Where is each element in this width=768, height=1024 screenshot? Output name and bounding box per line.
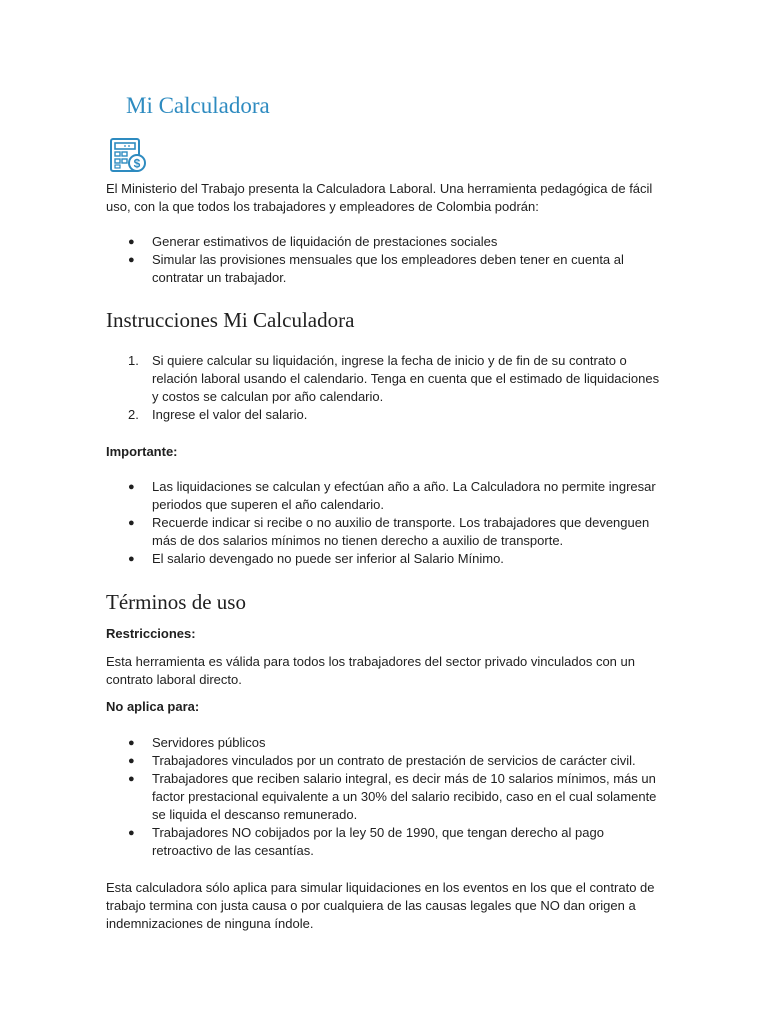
- list-item: [106, 514, 666, 550]
- svg-text:$: $: [133, 156, 141, 171]
- important-label: Importante:: [106, 444, 178, 459]
- bullet-icon: ●: [128, 773, 135, 785]
- list-item: [106, 251, 666, 287]
- page-title: Mi Calculadora: [126, 93, 270, 118]
- restrictions-label: Restricciones:: [106, 626, 196, 641]
- list-item-text: Ingrese el valor del salario.: [152, 407, 308, 422]
- step-number: 1.: [128, 353, 139, 368]
- list-item-text: Servidores públicos: [152, 735, 266, 750]
- not-applicable-list: [106, 734, 666, 860]
- bullet-icon: ●: [128, 517, 135, 529]
- list-item: [106, 406, 666, 424]
- step-number: 2.: [128, 407, 139, 422]
- important-list: [106, 478, 666, 568]
- calculator-money-icon: [108, 137, 148, 175]
- list-item: [106, 478, 666, 514]
- instructions-steps: [106, 352, 666, 424]
- bullet-icon: ●: [128, 737, 135, 749]
- instructions-heading: Instrucciones Mi Calculadora: [106, 308, 355, 332]
- list-item-text: Generar estimativos de liquidación de prestaciones sociales: [152, 234, 498, 249]
- list-item-text: El salario devengado no puede ser inferior al Salario Mínimo.: [152, 551, 504, 566]
- list-item: [106, 550, 666, 568]
- not-applicable-label: No aplica para:: [106, 699, 200, 714]
- list-item-text: Si quiere calcular su liquidación, ingrese la fecha de inicio y de fin de su contrato o relación laboral usando el calendario. Tenga en cuenta que el estimado de liquidaciones y costos se calculan por año calendario.: [152, 353, 660, 404]
- intro-paragraph: El Ministerio del Trabajo presenta la Calculadora Laboral. Una herramienta pedagógica de fácil uso, con la que todos los trabajadores y empleadores de Colombia podrán:: [106, 181, 653, 214]
- list-item-text: Trabajadores vinculados por un contrato de prestación de servicios de carácter civil.: [152, 753, 636, 768]
- list-item-text: Simular las provisiones mensuales que los empleadores deben tener en cuenta al contratar un trabajador.: [152, 252, 624, 285]
- list-item-text: Las liquidaciones se calculan y efectúan año a año. La Calculadora no permite ingresar periodos que superen el año calendario.: [152, 479, 656, 512]
- list-item-text: Recuerde indicar si recibe o no auxilio de transporte. Los trabajadores que devenguen más de dos salarios mínimos no tienen derecho a auxilio de transporte.: [152, 515, 650, 548]
- restrictions-paragraph: Esta herramienta es válida para todos los trabajadores del sector privado vinculados con un contrato laboral directo.: [106, 654, 635, 687]
- bullet-icon: ●: [128, 553, 135, 565]
- list-item: [106, 770, 666, 824]
- list-item: [106, 752, 666, 770]
- bullet-icon: ●: [128, 236, 135, 248]
- list-item: [106, 734, 666, 752]
- terms-heading: Términos de uso: [106, 590, 246, 614]
- closing-paragraph: Esta calculadora sólo aplica para simular liquidaciones en los eventos en los que el contrato de trabajo termina con justa causa o por cualquiera de las causas legales que NO dan origen a indemnizaciones de ninguna índole.: [106, 880, 655, 931]
- list-item-text: Trabajadores que reciben salario integral, es decir más de 10 salarios mínimos, más un factor prestacional equivalente a un 30% del salario recibido, caso en el cual solamente se liquida el descanso remunerado.: [152, 771, 657, 822]
- bullet-icon: ●: [128, 827, 135, 839]
- bullet-icon: ●: [128, 254, 135, 266]
- list-item-text: Trabajadores NO cobijados por la ley 50 de 1990, que tengan derecho al pago retroactivo de las cesantías.: [152, 825, 604, 858]
- list-item: [106, 824, 666, 860]
- bullet-icon: ●: [128, 481, 135, 493]
- list-item: [106, 233, 666, 251]
- bullet-icon: ●: [128, 755, 135, 767]
- list-item: [106, 352, 666, 406]
- intro-list: [106, 233, 666, 287]
